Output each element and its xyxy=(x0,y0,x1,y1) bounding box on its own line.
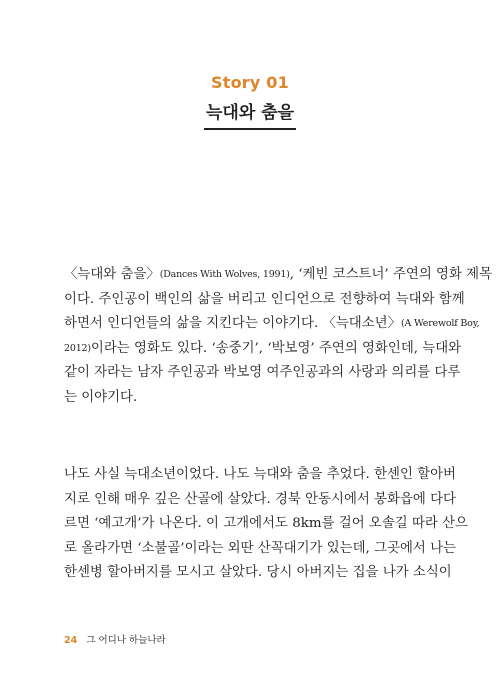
text-line: 는 이 야 기 다 . xyxy=(64,389,138,405)
text-line: 르 면 ‘ 예 고 개 ’ 가 나 온 다 . 이 고 개 에 서 도 8 k m 를 걸 어 오 솔 길 따 라 산 으 xyxy=(64,516,468,531)
running-title: 그 어디나 하늘나라 xyxy=(86,635,166,646)
text-line: 로 올 라 가 면 ‘ 소 불 골 ’ 이 라 는 외 딴 산 꼭 대 기 가 있 는 데 , 그 곳 에 서 나 는 xyxy=(64,540,456,556)
story-label: Story 01 xyxy=(211,73,289,92)
inline-citation: (A Werewolf Boy, xyxy=(401,318,480,329)
text-line: 하 면 서 인 디 언 들 의 삶 을 지 킨 다 는 이 야 기 다 . 〈 늑 대 소 년 〉 (A Werewolf Boy, xyxy=(64,312,440,337)
text-line: 이 다 . 주 인 공 이 백 인 의 삶 을 버 리 고 인 디 언 으 로 전 향 하 여 늑 대 와 함 께 xyxy=(64,291,465,307)
page-number: 24 xyxy=(64,635,78,646)
story-title: 늑대와 춤을 xyxy=(204,98,296,130)
text-line: 지 로 인 해 매 우 깊 은 산 골 에 살 았 다 . 경 북 안 동 시 에 서 봉 화 읍 에 다 다 xyxy=(64,491,456,507)
paragraph-1 xyxy=(64,263,493,410)
text-line: 2012) 이 라 는 영 화 도 있 다 . ‘ 송 중 기 ’ , ‘ 박 보 영 ’ 주 연 의 영 화 인 데 , 늑 대 와 xyxy=(64,337,440,362)
text-line: 나 도 사 실 늑 대 소 년 이 었 다 . 나 도 늑 대 와 춤 을 추 었 다 . 한 센 인 할 아 버 xyxy=(64,467,456,482)
text-line: 같 이 자 라 는 남 자 주 인 공 과 박 보 영 여 주 인 공 과 의 사 랑 과 의 리 를 다 루 xyxy=(64,365,461,380)
text-line: 〈 늑 대 와 춤 을 〉 (Dances With Wolves, 1991) , ‘ 케 빈 코 스 트 너 ’ 주 연 의 영 화 제 목 xyxy=(64,263,440,288)
inline-citation: (Dances With Wolves, 1991) xyxy=(159,269,290,280)
inline-citation: 2012) xyxy=(64,342,91,354)
text-line: 한 센 병 할 아 버 지 를 모 시 고 살 았 다 . 당 시 아 버 지 는 집 을 나 가 소 식 이 xyxy=(64,565,452,580)
page-footer xyxy=(64,632,166,646)
story-title-wrap xyxy=(0,98,500,130)
paragraph-2 xyxy=(64,463,468,586)
